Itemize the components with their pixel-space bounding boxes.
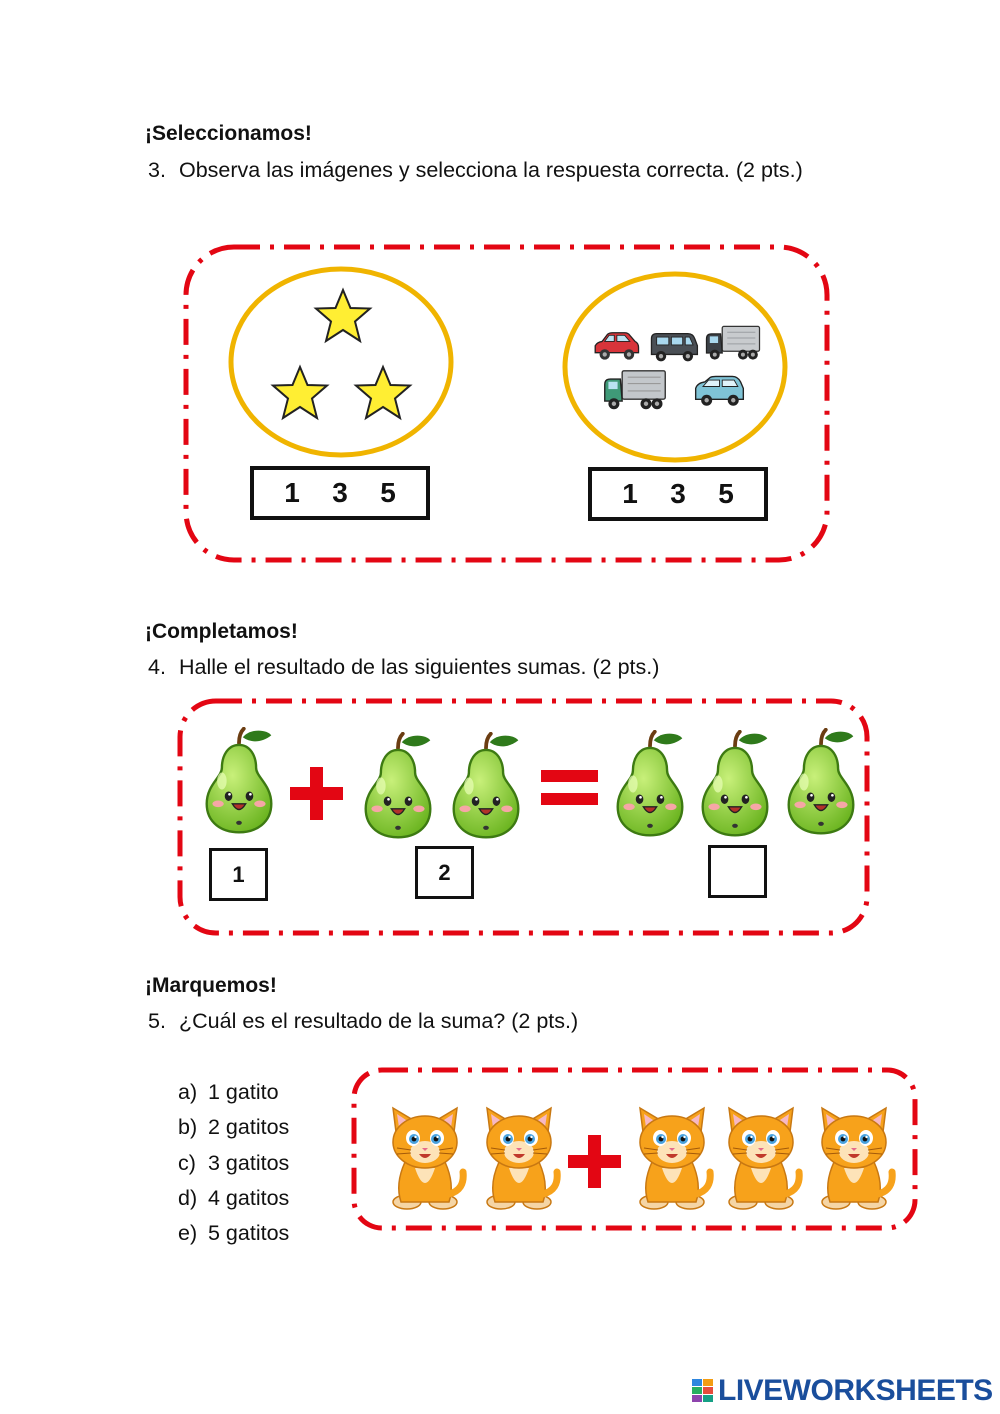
kitten-1 (393, 1108, 463, 1209)
option-a[interactable]: a) 1 gatito (178, 1080, 279, 1105)
kitten-3 (640, 1108, 710, 1209)
pear-2 (366, 734, 431, 838)
equals-bottom (541, 793, 598, 805)
kitten-2 (487, 1108, 557, 1209)
kitten-plus-v (588, 1135, 601, 1188)
addend1-box[interactable]: 1 (209, 848, 268, 901)
car-red (595, 333, 638, 360)
stars-option-3[interactable]: 3 (332, 477, 348, 508)
kitten-5 (822, 1108, 892, 1209)
section4-heading: ¡Completamos! (145, 620, 298, 643)
vehicles-option-3[interactable]: 3 (670, 478, 686, 509)
option-c[interactable]: c) 3 gatitos (178, 1150, 290, 1175)
car-blue (696, 376, 744, 405)
pear-1 (207, 729, 272, 833)
vehicles-option-1[interactable]: 1 (622, 478, 638, 509)
equals-top (541, 770, 598, 782)
liveworksheets-logo (692, 1374, 993, 1408)
answer-options (178, 1075, 289, 1251)
logo-icon (692, 1379, 714, 1403)
question-number: 3. (148, 158, 166, 182)
addend2-box[interactable]: 2 (415, 846, 474, 899)
section5-heading: ¡Marquemos! (145, 974, 277, 997)
plus-v (310, 767, 323, 820)
question-number: 5. (148, 1009, 166, 1033)
star-1 (316, 290, 370, 341)
pear-4 (618, 732, 683, 836)
stars-option-1[interactable]: 1 (284, 477, 300, 508)
stars-option-5[interactable]: 5 (380, 477, 396, 508)
question-text: ¿Cuál es el resultado de la suma? (2 pts.) (179, 1009, 579, 1033)
question-text: Observa las imágenes y selecciona la respuesta correcta. (2 pts.) (179, 158, 803, 182)
section3-heading: ¡Seleccionamos! (145, 122, 312, 145)
option-d[interactable]: d) 4 gatitos (178, 1186, 290, 1211)
vehicles-option-5[interactable]: 5 (718, 478, 734, 509)
option-b[interactable]: b) 2 gatitos (178, 1115, 290, 1140)
star-2 (273, 367, 327, 418)
question-text: Halle el resultado de las siguientes sumas. (2 pts.) (179, 655, 660, 679)
truck-dark (706, 326, 759, 359)
truck-green (605, 371, 666, 410)
result-input[interactable] (708, 845, 767, 898)
pear-6 (789, 730, 854, 834)
question-number: 4. (148, 655, 166, 679)
stars-answer-box (250, 466, 430, 520)
star-3 (356, 367, 410, 418)
vehicles-circle (565, 274, 785, 460)
logo-text: LIVEWORKSHEETS (718, 1374, 993, 1407)
pear-3 (454, 734, 519, 838)
option-e[interactable]: e) 5 gatitos (178, 1221, 290, 1246)
pear-5 (703, 732, 768, 836)
kitten-4 (729, 1108, 799, 1209)
vehicles-answer-box (588, 467, 768, 521)
car-gray-van (651, 334, 697, 362)
